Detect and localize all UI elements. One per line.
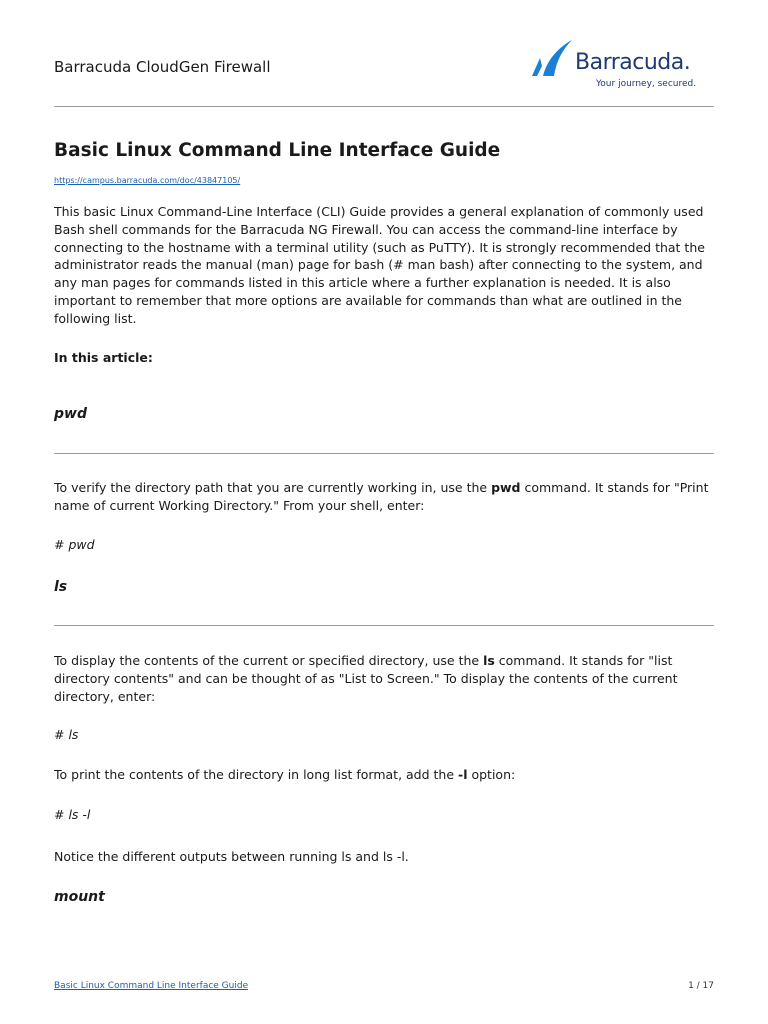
product-name: Barracuda CloudGen Firewall [54, 58, 271, 76]
ls-long-option: -l [458, 767, 468, 782]
ls-long-description: To print the contents of the directory in long list format, add the -l option: [54, 767, 516, 782]
intro-paragraph: This basic Linux Command-Line Interface (CLI) Guide provides a general explanation of commonly used Bash shell commands for the Barracuda NG Firewall. You can access the command-line interface by connecting to the hostname with a terminal utility (such as PuTTY). It is strongly recommended that the administrator reads the manual (man) page for bash (# man bash) after connecting to the system, and any man pages for commands listed in this article where a further explanation is needed. It is also important to remember that more options are available for commands than what are outlined in the following list. [54, 204, 705, 326]
logo-tagline: Your journey, secured. [596, 79, 697, 89]
section-divider-pwd [54, 453, 714, 454]
header-divider [54, 106, 714, 107]
ls-command-example: # ls [54, 727, 79, 742]
document-page [54, 0, 714, 1024]
barracuda-logo [528, 34, 714, 96]
logo-wordmark: Barracuda. [575, 50, 691, 75]
page-title: Basic Linux Command Line Interface Guide [54, 140, 501, 161]
section-heading-pwd: pwd [54, 406, 87, 422]
section-divider-ls [54, 625, 714, 626]
barracuda-logo-mark-icon [528, 36, 574, 80]
section-heading-ls: ls [54, 579, 68, 595]
pwd-description: To verify the directory path that you are currently working in, use the pwd command. It stands for "Print name of current Working Directory." From your shell, enter: [54, 480, 709, 513]
footer-doc-link[interactable]: Basic Linux Command Line Interface Guide [54, 981, 249, 991]
in-this-article-label: In this article: [54, 350, 153, 365]
pwd-command-example: # pwd [54, 537, 95, 552]
ls-long-command-example: # ls -l [54, 807, 91, 822]
page-number: 1 / 17 [688, 981, 714, 991]
source-url-link[interactable]: https://campus.barracuda.com/doc/43847105/ [54, 176, 241, 185]
ls-description: To display the contents of the current or specified directory, use the ls command. It stands for "list directory contents" and can be thought of as "List to Screen." To display the contents of the current directory, enter: [54, 653, 678, 704]
ls-inline-command: ls [483, 653, 495, 668]
page-header [54, 34, 714, 104]
pwd-inline-command: pwd [491, 480, 521, 495]
section-heading-mount: mount [54, 889, 105, 905]
ls-notice: Notice the different outputs between running ls and ls -l. [54, 849, 409, 864]
